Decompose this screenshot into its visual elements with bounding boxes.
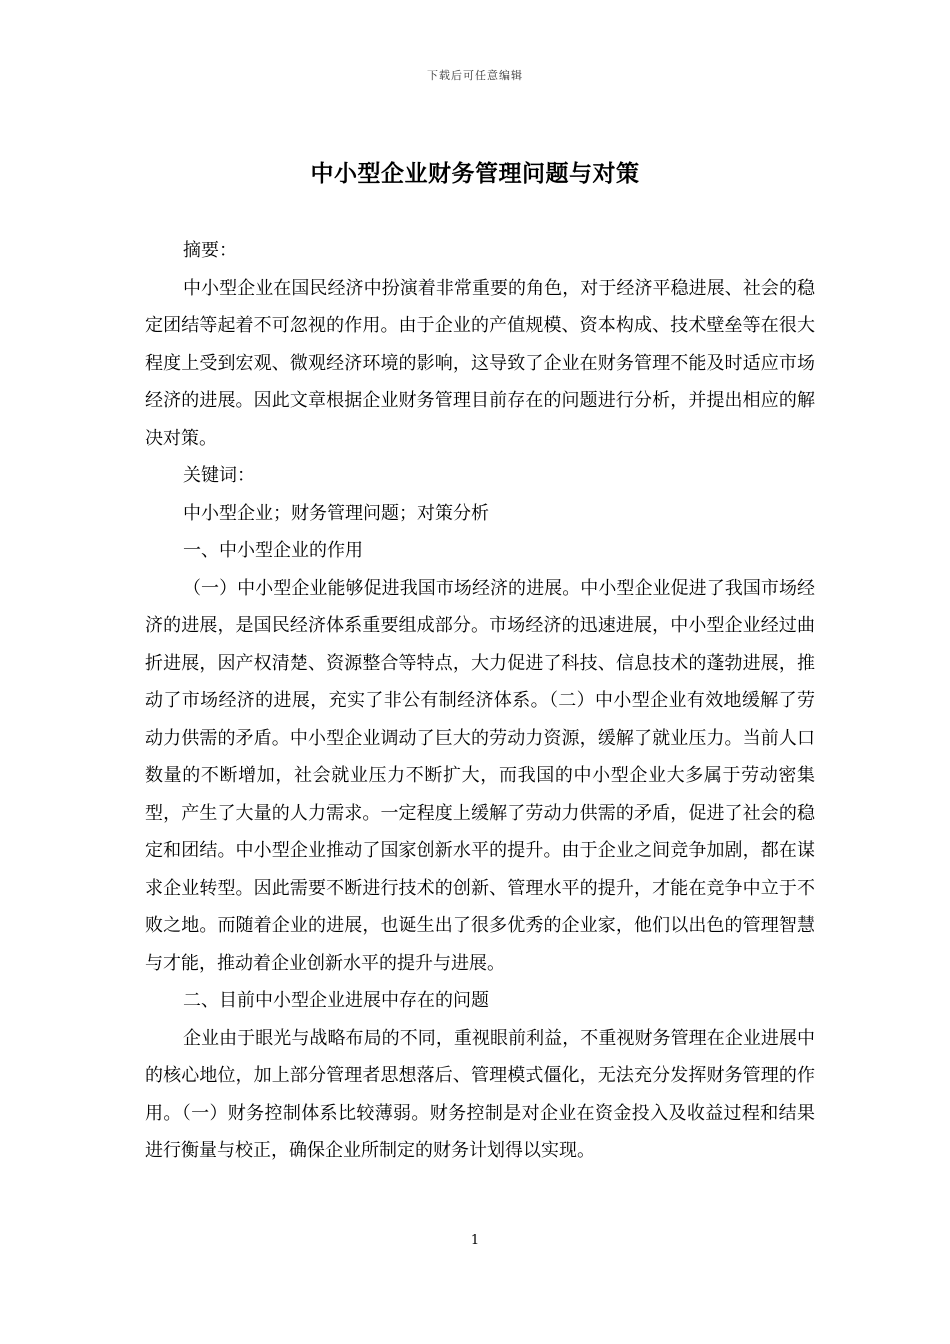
section-1-paragraph: （一）中小型企业能够促进我国市场经济的进展。中小型企业促进了我国市场经济的进展，是国民经济体系重要组成部分。市场经济的迅速进展，中小型企业经过曲折进展，因产权清楚、资源整合等特点，大力促进了科技、信息技术的蓬勃进展，推动了市场经济的进展，充实了非公有制经济体系。（二）中小型企业有效地缓解了劳动力供需的矛盾。中小型企业调动了巨大的劳动力资源，缓解了就业压力。当前人口数量的不断增加，社会就业压力不断扩大，而我国的中小型企业大多属于劳动密集型，产生了大量的人力需求。一定程度上缓解了劳动力供需的矛盾，促进了社会的稳定和团结。中小型企业推动了国家创新水平的提升。由于企业之间竞争加剧，都在谋求企业转型。因此需要不断进行技术的创新、管理水平的提升，才能在竞争中立于不败之地。而随着企业的进展，也诞生出了很多优秀的企业家，他们以出色的管理智慧与才能，推动着企业创新水平的提升与进展。 <box>145 577 815 974</box>
header-note: 下载后可任意编辑 <box>427 69 523 82</box>
keywords-label: 关键词： <box>183 465 255 486</box>
document-title: 中小型企业财务管理问题与对策 <box>310 160 640 187</box>
section-heading-2: 二、目前中小型企业进展中存在的问题 <box>183 990 489 1011</box>
section-heading-1: 一、中小型企业的作用 <box>183 540 363 561</box>
abstract-label: 摘要： <box>183 240 237 261</box>
abstract-paragraph: 中小型企业在国民经济中扮演着非常重要的角色，对于经济平稳进展、社会的稳定团结等起着不可忽视的作用。由于企业的产值规模、资本构成、技术壁垒等在很大程度上受到宏观、微观经济环境的影响，这导致了企业在财务管理不能及时适应市场经济的进展。因此文章根据企业财务管理目前存在的问题进行分析，并提出相应的解决对策。 <box>145 277 815 449</box>
section-2-paragraph: 企业由于眼光与战略布局的不同，重视眼前利益，不重视财务管理在企业进展中的核心地位，加上部分管理者思想落后、管理模式僵化，无法充分发挥财务管理的作用。（一）财务控制体系比较薄弱。财务控制是对企业在资金投入及收益过程和结果进行衡量与校正，确保企业所制定的财务计划得以实现。 <box>145 1027 815 1161</box>
page-number: 1 <box>470 1233 480 1248</box>
document-body <box>145 232 815 1170</box>
keywords-paragraph: 中小型企业；财务管理问题；对策分析 <box>183 502 489 524</box>
